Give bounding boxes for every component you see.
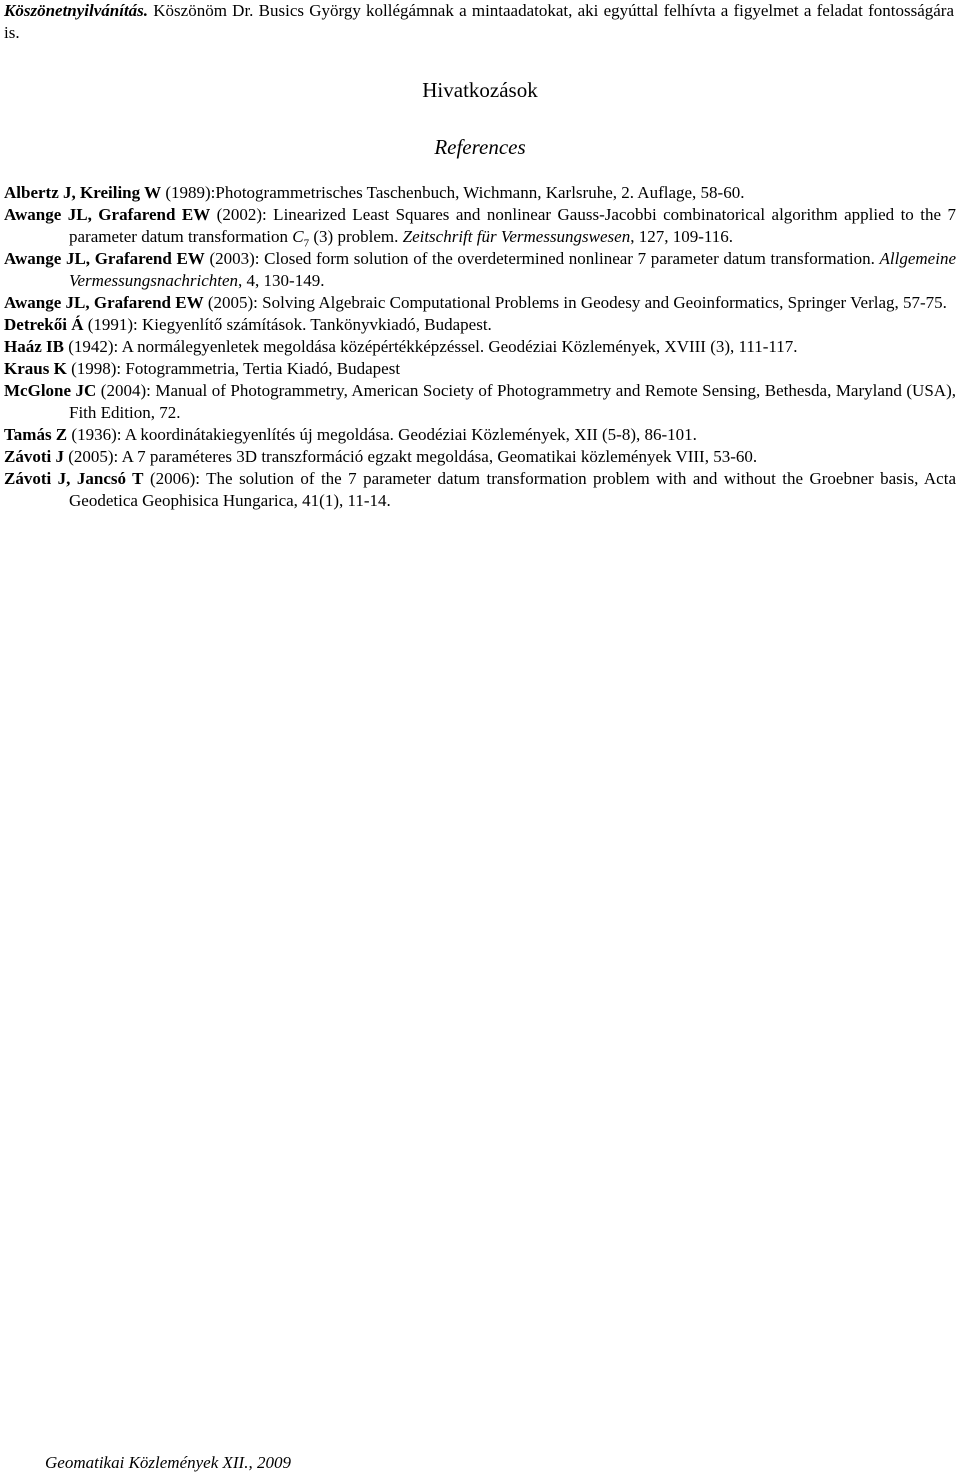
reference-text: (2006): The solution of the 7 parameter datum transformation problem with and without the Groebner basis, Acta Geodetica Geophisica Hungarica, 41(1), 11-14. <box>69 469 957 510</box>
reference-authors: Závoti J <box>4 447 64 466</box>
math-symbol: C <box>292 227 304 246</box>
reference-text: (1991): Kiegyenlítő számítások. Tankönyvkiadó, Budapest. <box>83 315 492 334</box>
reference-item <box>4 446 956 468</box>
reference-item <box>4 468 956 512</box>
acknowledgement-label: Köszönetnyilvánítás. <box>4 1 149 20</box>
reference-authors: Awange JL, Grafarend EW <box>4 249 205 268</box>
reference-item <box>4 380 956 424</box>
reference-text: (1936): A koordinátakiegyenlítés új megoldása. Geodéziai Közlemények, XII (5-8), 86-101. <box>67 425 697 444</box>
reference-journal: Allgemeine Vermessungsnachrichten <box>69 249 956 290</box>
page-footer: Geomatikai Közlemények XII., 2009 <box>45 1453 291 1472</box>
reference-item <box>4 358 956 380</box>
reference-item <box>4 204 956 248</box>
reference-authors: Awange JL, Grafarend EW <box>4 205 211 224</box>
references-heading-english: References <box>434 135 526 159</box>
reference-text: (2003): Closed form solution of the overdetermined nonlinear 7 parameter datum transformation. <box>204 249 880 268</box>
reference-item <box>4 336 956 358</box>
reference-text: (1998): Fotogrammetria, Tertia Kiadó, Budapest <box>66 359 401 378</box>
reference-authors: Detrekői Á <box>4 315 84 334</box>
reference-text-cont: (3) problem. <box>309 227 403 246</box>
reference-item <box>4 182 956 204</box>
reference-text: (2004): Manual of Photogrammetry, American Society of Photogrammetry and Remote Sensing, Bethesda, Maryland (USA), Fith Edition, 72. <box>69 381 956 422</box>
acknowledgement-text: Köszönöm Dr. Busics György kollégámnak a mintaadatokat, aki egyúttal felhívta a figyelmet a feladat fontosságára is. <box>4 1 954 42</box>
reference-item <box>4 248 956 292</box>
reference-list <box>4 182 956 512</box>
reference-authors: Závoti J, Jancsó T <box>4 469 144 488</box>
reference-tail: , 127, 109-116. <box>630 227 733 246</box>
reference-authors: McGlone JC <box>4 381 97 400</box>
reference-item <box>4 314 956 336</box>
reference-authors: Kraus K <box>4 359 67 378</box>
reference-item <box>4 424 956 446</box>
math-subscript: 7 <box>303 237 310 250</box>
reference-item <box>4 292 956 314</box>
reference-authors: Awange JL, Grafarend EW <box>4 293 204 312</box>
reference-authors: Haáz IB <box>4 337 64 356</box>
reference-text: (2002): Linearized Least Squares and nonlinear Gauss-Jacobbi combinatorical algorithm applied to the 7 parameter datum transformation <box>69 205 956 246</box>
reference-authors: Tamás Z <box>4 425 68 444</box>
reference-text: (1989):Photogrammetrisches Taschenbuch, Wichmann, Karlsruhe, 2. Auflage, 58-60. <box>161 183 745 202</box>
reference-authors: Albertz J, Kreiling W <box>4 183 162 202</box>
reference-text: (2005): Solving Algebraic Computational Problems in Geodesy and Geoinformatics, Springer Verlag, 57-75. <box>203 293 947 312</box>
reference-journal: Zeitschrift für Vermessungswesen <box>402 227 631 246</box>
acknowledgement-paragraph <box>4 0 954 44</box>
reference-text: (1942): A normálegyenletek megoldása középértékképzéssel. Geodéziai Közlemények, XVIII (3), 111-117. <box>63 337 798 356</box>
references-heading-hungarian: Hivatkozások <box>422 78 538 102</box>
reference-text: (2005): A 7 paraméteres 3D transzformáció egzakt megoldása, Geomatikai közlemények VIII, 53-60. <box>63 447 758 466</box>
reference-tail: , 4, 130-149. <box>238 271 325 290</box>
